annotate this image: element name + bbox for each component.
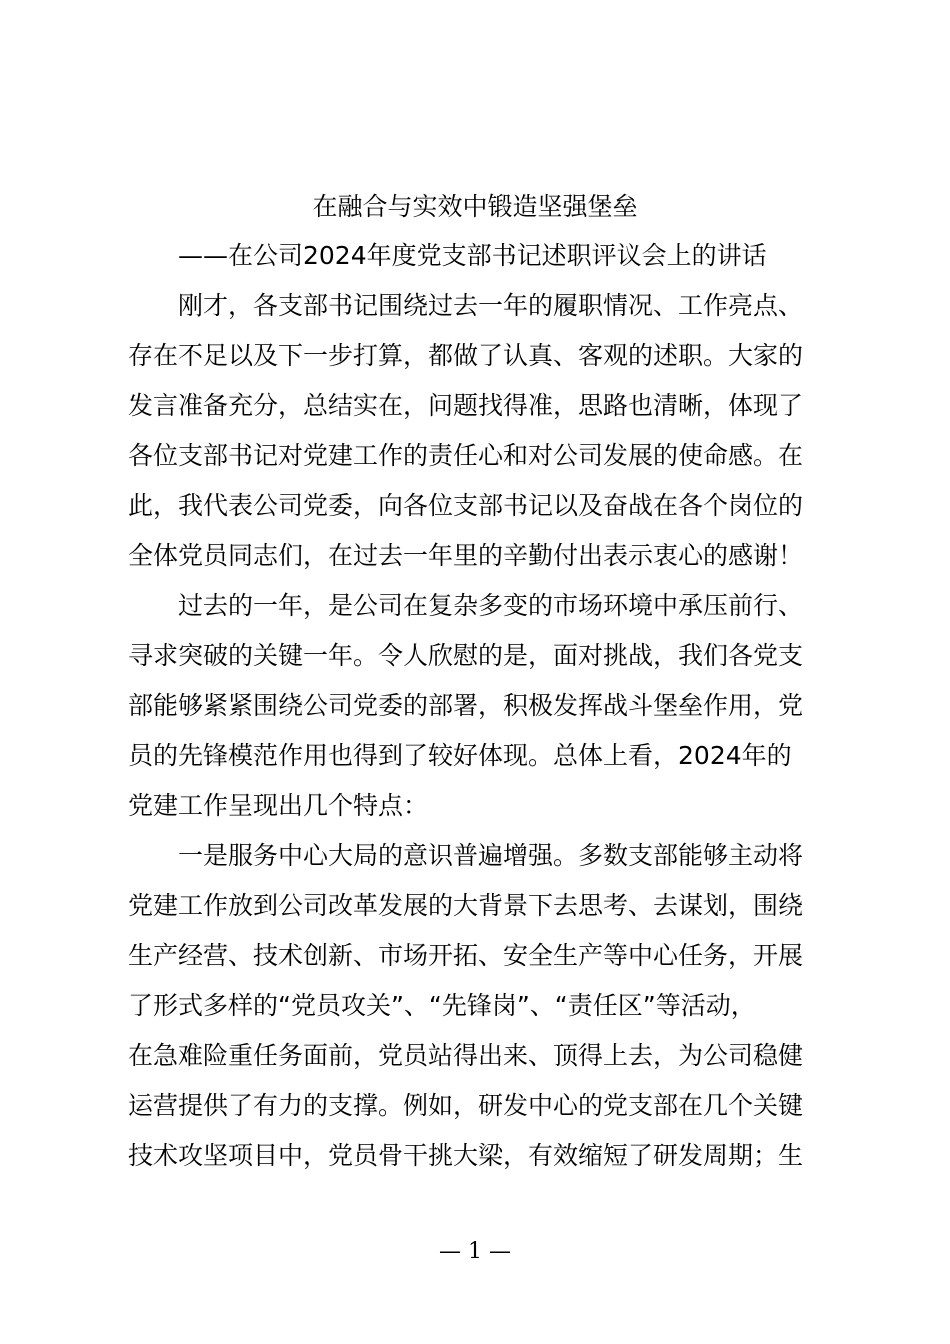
- text-line: 存在不足以及下一步打算，都做了认真、客观的述职。大家的: [128, 341, 804, 370]
- text-line: 全体党员同志们，在过去一年里的辛勤付出表示衷心的感谢！: [128, 541, 804, 570]
- text-line: 寻求突破的关键一年。令人欣慰的是，面对挑战，我们各党支: [128, 641, 804, 670]
- text-line: 刚才，各支部书记围绕过去一年的履职情况、工作亮点、: [178, 291, 804, 320]
- text-line: 在急难险重任务面前，党员站得出来、顶得上去，为公司稳健: [128, 1041, 804, 1070]
- text-line: 党建工作呈现出几个特点：: [128, 791, 429, 820]
- page-number: — 1 —: [439, 1239, 511, 1264]
- document-subtitle: ——在公司2024年度党支部书记述职评议会上的讲话: [178, 241, 767, 270]
- text-line: 发言准备充分，总结实在，问题找得准，思路也清晰，体现了: [128, 391, 804, 420]
- document-title: 在融合与实效中锻造坚强堡垒: [312, 192, 638, 221]
- document-body: [128, 281, 868, 1181]
- text-line: 员的先锋模范作用也得到了较好体现。总体上看，2024年的: [128, 741, 792, 770]
- text-line: 党建工作放到公司改革发展的大背景下去思考、去谋划，围绕: [128, 891, 804, 920]
- text-line: 此，我代表公司党委，向各位支部书记以及奋战在各个岗位的: [128, 491, 804, 520]
- text-line: 一是服务中心大局的意识普遍增强。多数支部能够主动将: [178, 841, 804, 870]
- text-line: 过去的一年，是公司在复杂多变的市场环境中承压前行、: [178, 591, 804, 620]
- text-line: 各位支部书记对党建工作的责任心和对公司发展的使命感。在: [128, 441, 804, 470]
- text-line: 了形式多样的“党员攻关”、“先锋岗”、“责任区”等活动，: [128, 991, 756, 1020]
- text-line: 技术攻坚项目中，党员骨干挑大梁，有效缩短了研发周期；生: [128, 1141, 804, 1170]
- text-line: 运营提供了有力的支撑。例如，研发中心的党支部在几个关键: [128, 1091, 804, 1120]
- text-line: 部能够紧紧围绕公司党委的部署，积极发挥战斗堡垒作用，党: [128, 691, 804, 720]
- text-line: 生产经营、技术创新、市场开拓、安全生产等中心任务，开展: [128, 941, 804, 970]
